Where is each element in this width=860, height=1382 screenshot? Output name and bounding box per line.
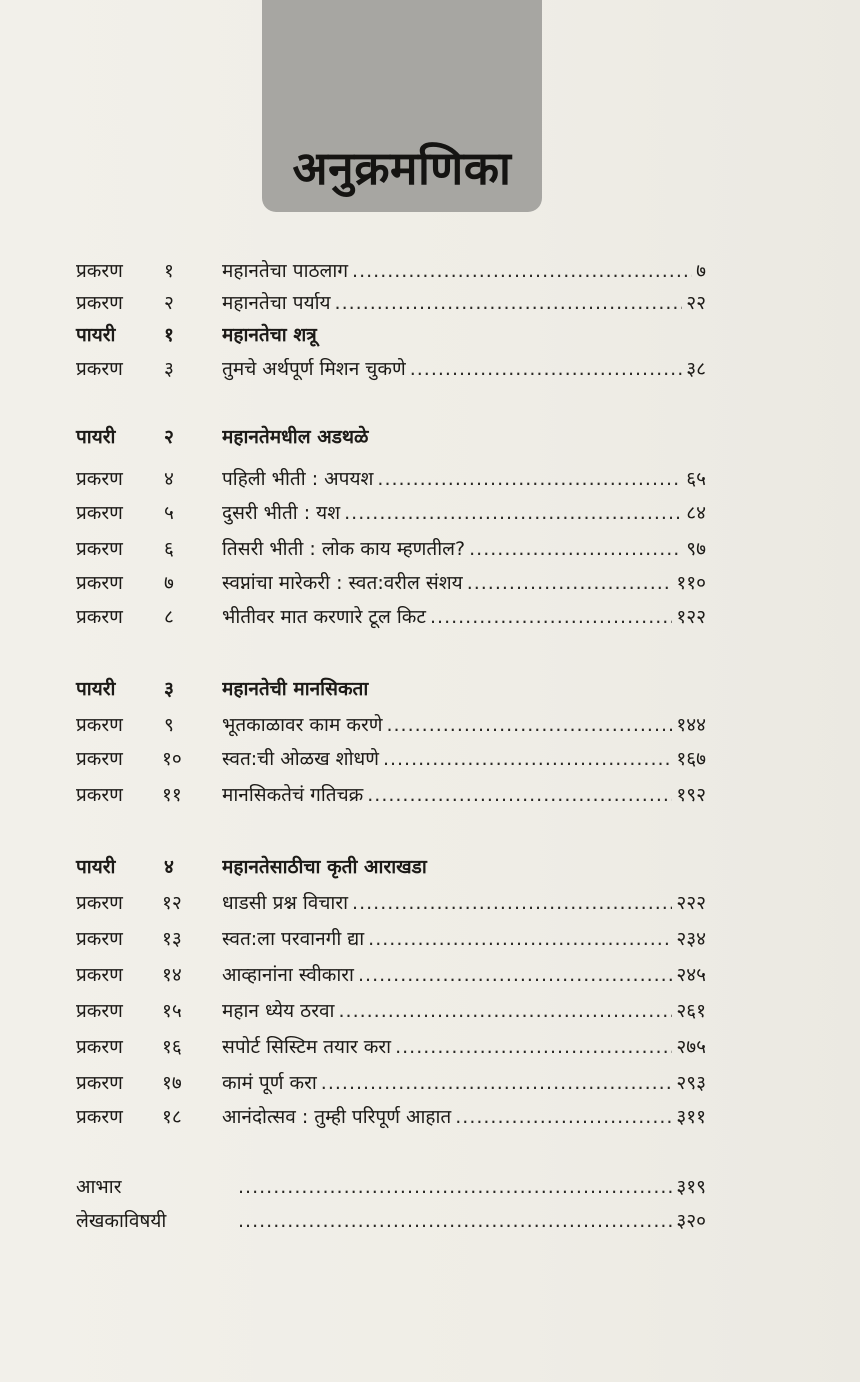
entry-kind: प्रकरण <box>76 784 123 806</box>
entry-title: स्वत:ला परवानगी द्या <box>222 928 365 950</box>
entry-kind: प्रकरण <box>76 928 123 950</box>
toc-extra-entry <box>76 1170 706 1204</box>
entry-page: १९२ <box>676 784 706 806</box>
entry-title: तुमचे अर्थपूर्ण मिशन चुकणे <box>222 358 406 380</box>
entry-title: तिसरी भीती : लोक काय म्हणतील? <box>222 538 466 560</box>
entry-number: ४ <box>164 468 174 490</box>
entry-page: १६७ <box>676 748 706 770</box>
part-number: १ <box>164 324 174 346</box>
entry-page: ९७ <box>686 538 706 560</box>
toc-entry <box>76 352 706 386</box>
entry-number: ६ <box>164 538 174 560</box>
entry-page: ३११ <box>676 1106 706 1128</box>
toc-entry <box>76 886 706 920</box>
part-kind: पायरी <box>76 856 116 878</box>
entry-number: ११ <box>162 784 182 806</box>
entry-page: १२२ <box>676 606 706 628</box>
entry-page: १४४ <box>676 714 706 736</box>
part-title: महानतेची मानसिकता <box>222 678 369 700</box>
toc-entry <box>76 532 706 566</box>
part-title: महानतेमधील अडथळे <box>222 426 369 448</box>
page-title: अनुक्रमणिका <box>292 141 512 195</box>
entry-kind: प्रकरण <box>76 572 123 594</box>
entry-page: २२२ <box>676 892 706 914</box>
toc-entry <box>76 254 706 288</box>
toc-entry <box>76 566 706 600</box>
entry-number: २ <box>164 292 174 314</box>
part-heading <box>76 420 706 454</box>
entry-number: ९ <box>164 714 174 736</box>
entry-title: भीतीवर मात करणारे टूल किट <box>222 606 426 628</box>
entry-number: १४ <box>162 964 182 986</box>
entry-page: २९३ <box>676 1072 706 1094</box>
entry-number: १० <box>162 748 182 770</box>
entry-title: सपोर्ट सिस्टिम तयार करा <box>222 1036 392 1058</box>
entry-title: आव्हानांना स्वीकारा <box>222 964 354 986</box>
entry-number: १३ <box>162 928 182 950</box>
toc-entry <box>76 462 706 496</box>
toc-entry <box>76 742 706 776</box>
entry-number: ३ <box>164 358 174 380</box>
part-kind: पायरी <box>76 678 116 700</box>
entry-number: १२ <box>162 892 182 914</box>
part-heading <box>76 850 706 884</box>
entry-title: महानतेचा पाठलाग <box>222 260 349 282</box>
entry-kind: प्रकरण <box>76 748 123 770</box>
entry-page: २४५ <box>676 964 706 986</box>
entry-number: १८ <box>162 1106 182 1128</box>
entry-kind: प्रकरण <box>76 538 123 560</box>
toc-entry <box>76 708 706 742</box>
extra-page: ३२० <box>676 1210 706 1232</box>
entry-page: ३८ <box>686 358 706 380</box>
part-number: २ <box>164 426 174 448</box>
entry-title: पहिली भीती : अपयश <box>222 468 374 490</box>
entry-title: महान ध्येय ठरवा <box>222 1000 335 1022</box>
part-kind: पायरी <box>76 324 116 346</box>
entry-title: धाडसी प्रश्न विचारा <box>222 892 349 914</box>
entry-kind: प्रकरण <box>76 292 123 314</box>
toc-entry <box>76 496 706 530</box>
part-title: महानतेचा शत्रू <box>222 324 317 346</box>
toc-entry <box>76 922 706 956</box>
entry-kind: प्रकरण <box>76 1072 123 1094</box>
entry-page: २६१ <box>676 1000 706 1022</box>
extra-page: ३१९ <box>676 1176 706 1198</box>
entry-number: १५ <box>162 1000 182 1022</box>
entry-title: स्वप्नांचा मारेकरी : स्वत:वरील संशय <box>222 572 463 594</box>
entry-title: महानतेचा पर्याय <box>222 292 331 314</box>
entry-kind: प्रकरण <box>76 964 123 986</box>
part-number: ३ <box>164 678 174 700</box>
entry-title: दुसरी भीती : यश <box>222 502 341 524</box>
entry-page: ६५ <box>686 468 706 490</box>
part-kind: पायरी <box>76 426 116 448</box>
entry-title: भूतकाळावर काम करणे <box>222 714 383 736</box>
entry-page: २७५ <box>676 1036 706 1058</box>
entry-kind: प्रकरण <box>76 714 123 736</box>
entry-number: १६ <box>162 1036 182 1058</box>
entry-kind: प्रकरण <box>76 606 123 628</box>
entry-kind: प्रकरण <box>76 1000 123 1022</box>
toc-entry <box>76 958 706 992</box>
entry-page: २२ <box>686 292 706 314</box>
toc-entry <box>76 1100 706 1134</box>
entry-kind: प्रकरण <box>76 502 123 524</box>
toc-entry <box>76 994 706 1028</box>
toc-entry <box>76 778 706 812</box>
part-heading <box>76 672 706 706</box>
entry-title: मानसिकतेचं गतिचक्र <box>222 784 364 806</box>
entry-kind: प्रकरण <box>76 1106 123 1128</box>
entry-kind: प्रकरण <box>76 892 123 914</box>
entry-page: ११० <box>676 572 706 594</box>
entry-number: १ <box>164 260 174 282</box>
entry-kind: प्रकरण <box>76 1036 123 1058</box>
toc-entry <box>76 1030 706 1064</box>
entry-kind: प्रकरण <box>76 260 123 282</box>
part-heading <box>76 318 706 352</box>
extra-label: लेखकाविषयी <box>76 1210 167 1232</box>
entry-number: ५ <box>164 502 174 524</box>
entry-number: ७ <box>164 572 174 594</box>
part-number: ४ <box>164 856 174 878</box>
entry-title: स्वत:ची ओळख शोधणे <box>222 748 379 770</box>
entry-number: ८ <box>164 606 174 628</box>
entry-title: आनंदोत्सव : तुम्ही परिपूर्ण आहात <box>222 1106 452 1128</box>
toc-entry <box>76 1066 706 1100</box>
entry-page: ७ <box>696 260 706 282</box>
toc-entry <box>76 286 706 320</box>
toc-entry <box>76 600 706 634</box>
entry-kind: प्रकरण <box>76 358 123 380</box>
toc-extra-entry <box>76 1204 706 1238</box>
extra-label: आभार <box>76 1176 122 1198</box>
entry-kind: प्रकरण <box>76 468 123 490</box>
entry-title: कामं पूर्ण करा <box>222 1072 317 1094</box>
entry-number: १७ <box>162 1072 182 1094</box>
entry-page: ८४ <box>686 502 706 524</box>
entry-page: २३४ <box>676 928 706 950</box>
part-title: महानतेसाठीचा कृती आराखडा <box>222 856 427 878</box>
